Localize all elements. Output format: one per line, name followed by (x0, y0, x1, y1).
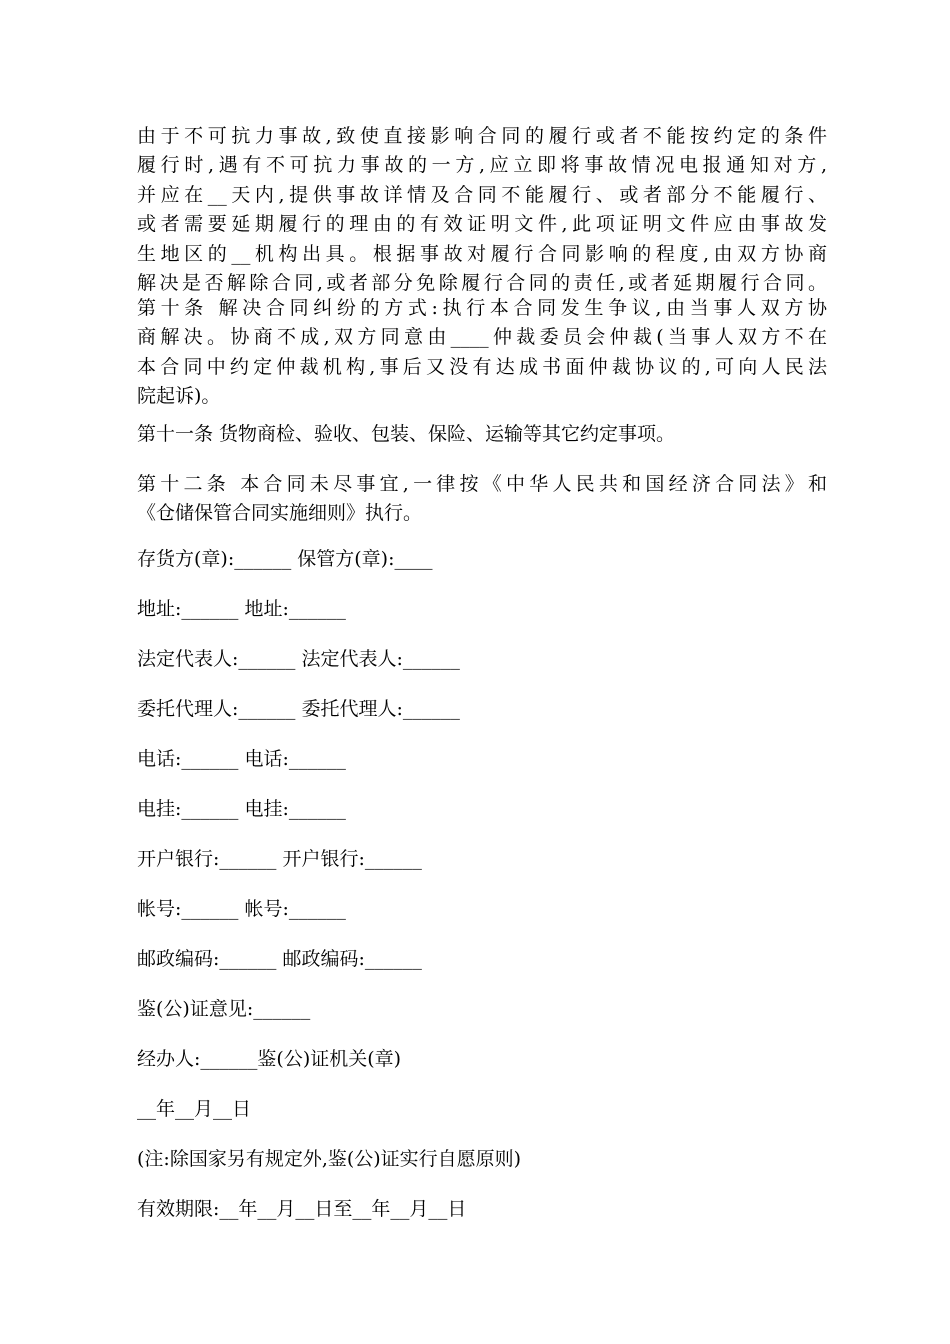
signature-depositor-keeper: 存货方(章):______ 保管方(章):____ (137, 548, 433, 570)
text-line: 第十一条 货物商检、验收、包装、保险、运输等其它约定事项。 (137, 423, 676, 445)
article-12-paragraph (137, 470, 827, 529)
signature-telegraph: 电挂:______ 电挂:______ (137, 798, 346, 820)
validity-period: 有效期限:__年__月__日至__年__月__日 (137, 1198, 467, 1220)
article-10-paragraph (137, 294, 827, 412)
signature-bank: 开户银行:______ 开户银行:______ (137, 848, 422, 870)
text-line: 解决是否解除合同,或者部分免除履行合同的责任,或者延期履行合同。 (137, 272, 827, 295)
text-line: 并应在__天内,提供事故详情及合同不能履行、或者部分不能履行、 (137, 183, 827, 206)
signature-authorized-agent: 委托代理人:______ 委托代理人:______ (137, 698, 460, 720)
date-line: __年__月__日 (137, 1098, 252, 1120)
text-line: 生地区的__机构出具。根据事故对履行合同影响的程度,由双方协商 (137, 242, 827, 265)
text-line: 第十条 解决合同纠纷的方式:执行本合同发生争议,由当事人双方协 (137, 297, 827, 319)
text-line: 本合同中约定仲裁机构,事后又没有达成书面仲裁协议的,可向人民法 (137, 355, 827, 378)
article-11-paragraph (137, 420, 827, 449)
signature-phone: 电话:______ 电话:______ (137, 748, 346, 770)
text-line: 或者需要延期履行的理由的有效证明文件,此项证明文件应由事故发 (137, 213, 827, 236)
signature-legal-representative: 法定代表人:______ 法定代表人:______ (137, 648, 460, 670)
signature-account: 帐号:______ 帐号:______ (137, 898, 346, 920)
text-line: 院起诉)。 (137, 385, 221, 408)
notarization-opinion: 鉴(公)证意见:______ (137, 998, 311, 1020)
text-line: 商解决。协商不成,双方同意由____仲裁委员会仲裁(当事人双方不在 (137, 326, 827, 349)
text-line: 履行时,遇有不可抗力事故的一方,应立即将事故情况电报通知对方, (137, 154, 827, 177)
signature-postal-code: 邮政编码:______ 邮政编码:______ (137, 948, 422, 970)
text-line: 《仓储保管合同实施细则》执行。 (137, 502, 423, 525)
text-line: 由于不可抗力事故,致使直接影响合同的履行或者不能按约定的条件 (137, 125, 827, 147)
force-majeure-paragraph (137, 122, 827, 298)
signature-address: 地址:______ 地址:______ (137, 598, 346, 620)
text-line: 第十二条 本合同未尽事宜,一律按《中华人民共和国经济合同法》和 (137, 473, 827, 495)
handler-notary-office: 经办人:______鉴(公)证机关(章) (137, 1048, 402, 1070)
notarization-note: (注:除国家另有规定外,鉴(公)证实行自愿原则) (137, 1148, 522, 1170)
